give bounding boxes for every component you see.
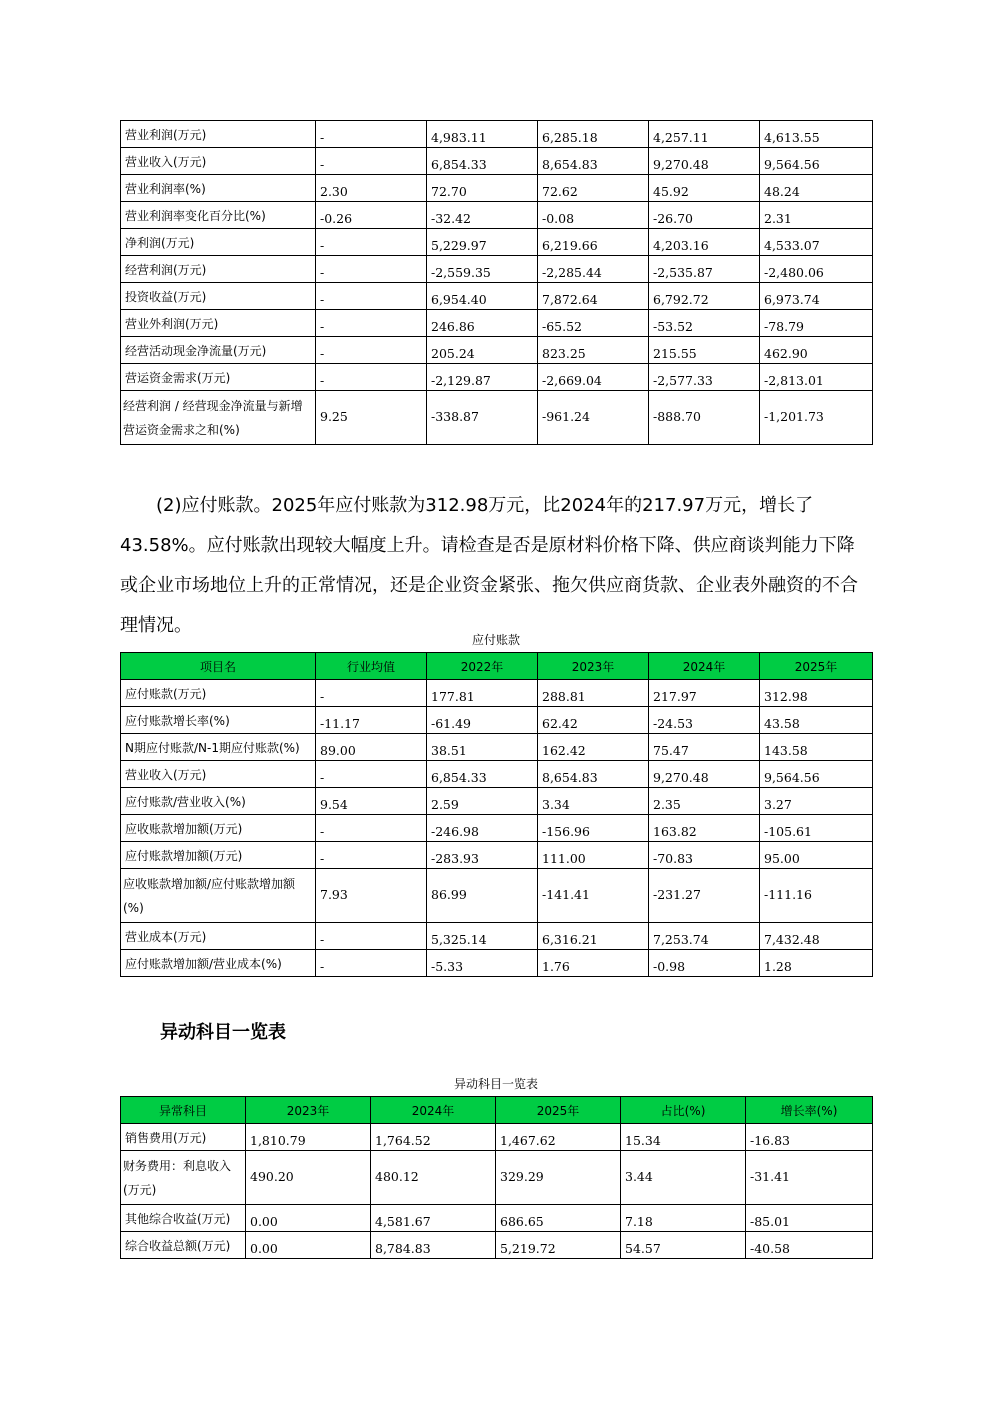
table-row [121, 1232, 873, 1259]
table-cell: - [316, 337, 427, 364]
row-label: 综合收益总额(万元) [121, 1232, 246, 1259]
table-cell: 480.12 [371, 1151, 496, 1205]
table-cell: 7,253.74 [649, 923, 760, 950]
row-label: 其他综合收益(万元) [121, 1205, 246, 1232]
table-cell: 4,203.16 [649, 229, 760, 256]
table-cell: -32.42 [427, 202, 538, 229]
table-row [121, 391, 873, 445]
table-cell: 8,784.83 [371, 1232, 496, 1259]
table-cell: 2.31 [760, 202, 873, 229]
table-cell: - [316, 121, 427, 148]
accounts-payable-table-header [121, 653, 873, 680]
table-cell: 7.18 [621, 1205, 746, 1232]
table-cell: 43.58 [760, 707, 873, 734]
table-cell: 9.25 [316, 391, 427, 445]
table-row [121, 869, 873, 923]
table-cell: 6,792.72 [649, 283, 760, 310]
table-cell: 7,872.64 [538, 283, 649, 310]
table-cell: 111.00 [538, 842, 649, 869]
table-cell: 72.62 [538, 175, 649, 202]
table-cell: 490.20 [246, 1151, 371, 1205]
row-label: 经营利润 / 经营现金净流量与新增营运资金需求之和(%) [121, 391, 316, 445]
table-cell: 162.42 [538, 734, 649, 761]
table-cell: 8,654.83 [538, 761, 649, 788]
table-row [121, 680, 873, 707]
table-cell: -2,129.87 [427, 364, 538, 391]
row-label: N期应付账款/N-1期应付账款(%) [121, 734, 316, 761]
table-cell: -78.79 [760, 310, 873, 337]
accounts-payable-table-caption: 应付账款 [471, 633, 520, 647]
column-header: 增长率(%) [746, 1097, 873, 1124]
column-header: 项目名 [121, 653, 316, 680]
table-row [121, 923, 873, 950]
column-header: 2025年 [496, 1097, 621, 1124]
table-cell: - [316, 364, 427, 391]
table-cell: 9,564.56 [760, 148, 873, 175]
table-cell: 5,325.14 [427, 923, 538, 950]
table-cell: 329.29 [496, 1151, 621, 1205]
table-cell: 823.25 [538, 337, 649, 364]
anomaly-table-body [121, 1124, 873, 1259]
table-cell: 2.30 [316, 175, 427, 202]
table-cell: - [316, 761, 427, 788]
table-cell: -156.96 [538, 815, 649, 842]
row-label: 应付账款增长率(%) [121, 707, 316, 734]
table-cell: 6,219.66 [538, 229, 649, 256]
table-cell: 1,810.79 [246, 1124, 371, 1151]
table-row [121, 229, 873, 256]
table-cell: - [316, 815, 427, 842]
row-label: 营业成本(万元) [121, 923, 316, 950]
table-cell: -141.41 [538, 869, 649, 923]
anomaly-table-header [121, 1097, 873, 1124]
table-cell: 1,764.52 [371, 1124, 496, 1151]
table-cell: 1.76 [538, 950, 649, 977]
table-row [121, 1124, 873, 1151]
table-cell: -53.52 [649, 310, 760, 337]
table-row [121, 337, 873, 364]
table-cell: - [316, 283, 427, 310]
table-cell: 215.55 [649, 337, 760, 364]
table-cell: -1,201.73 [760, 391, 873, 445]
table-row [121, 950, 873, 977]
row-label: 营业外利润(万元) [121, 310, 316, 337]
table-row [121, 1151, 873, 1205]
table-cell: 7,432.48 [760, 923, 873, 950]
table-cell: -246.98 [427, 815, 538, 842]
table-cell: - [316, 923, 427, 950]
table-cell: 4,533.07 [760, 229, 873, 256]
row-label: 净利润(万元) [121, 229, 316, 256]
column-header: 行业均值 [316, 653, 427, 680]
row-label: 营业利润(万元) [121, 121, 316, 148]
column-header: 占比(%) [621, 1097, 746, 1124]
table-cell: -31.41 [746, 1151, 873, 1205]
table-cell: 15.34 [621, 1124, 746, 1151]
table-cell: -65.52 [538, 310, 649, 337]
table-cell: -5.33 [427, 950, 538, 977]
row-label: 营业利润率变化百分比(%) [121, 202, 316, 229]
table-cell: 5,229.97 [427, 229, 538, 256]
table-cell: 177.81 [427, 680, 538, 707]
table-cell: 217.97 [649, 680, 760, 707]
table-cell: -961.24 [538, 391, 649, 445]
table-cell: 3.44 [621, 1151, 746, 1205]
table-cell: 9,564.56 [760, 761, 873, 788]
row-label: 应付账款(万元) [121, 680, 316, 707]
table-cell: - [316, 310, 427, 337]
table-cell: 3.27 [760, 788, 873, 815]
accounts-payable-paragraph: (2)应付账款。2025年应付账款为312.98万元，比2024年的217.97万元，增长了43.58%。应付账款出现较大幅度上升。请检查是否是原材料价格下降、供应商谈判能力下降或企业市场地位上升的正常情况，还是企业资金紧张、拖欠供应商货款、企业表外融资的不合理情况。 [120, 495, 858, 636]
table-cell: -105.61 [760, 815, 873, 842]
row-label: 应收账款增加额/应付账款增加额(%) [121, 869, 316, 923]
column-header: 2025年 [760, 653, 873, 680]
table-cell: -85.01 [746, 1205, 873, 1232]
table-row [121, 310, 873, 337]
table-row [121, 121, 873, 148]
anomaly-table-caption: 异动科目一览表 [453, 1077, 538, 1091]
column-header: 2024年 [371, 1097, 496, 1124]
row-label: 营业收入(万元) [121, 761, 316, 788]
table-cell: 0.00 [246, 1205, 371, 1232]
row-label: 应付账款增加额(万元) [121, 842, 316, 869]
row-label: 营业利润率(%) [121, 175, 316, 202]
table-cell: -2,535.87 [649, 256, 760, 283]
table-row [121, 734, 873, 761]
table-cell: -2,559.35 [427, 256, 538, 283]
table-cell: 6,854.33 [427, 148, 538, 175]
table-row [121, 175, 873, 202]
table-cell: -283.93 [427, 842, 538, 869]
table-cell: -2,480.06 [760, 256, 873, 283]
table-cell: 48.24 [760, 175, 873, 202]
table-cell: 143.58 [760, 734, 873, 761]
table-cell: -231.27 [649, 869, 760, 923]
column-header: 2023年 [538, 653, 649, 680]
table-cell: 9,270.48 [649, 761, 760, 788]
table-cell: 9.54 [316, 788, 427, 815]
table-cell: 4,613.55 [760, 121, 873, 148]
row-label: 应付账款/营业收入(%) [121, 788, 316, 815]
table-row [121, 148, 873, 175]
table-cell: -61.49 [427, 707, 538, 734]
table-cell: - [316, 680, 427, 707]
table-cell: 4,983.11 [427, 121, 538, 148]
table-cell: 4,581.67 [371, 1205, 496, 1232]
table-cell: 3.34 [538, 788, 649, 815]
table-cell: -2,813.01 [760, 364, 873, 391]
table-cell: 89.00 [316, 734, 427, 761]
row-label: 投资收益(万元) [121, 283, 316, 310]
table-row [121, 202, 873, 229]
table-cell: 45.92 [649, 175, 760, 202]
table-row [121, 256, 873, 283]
table-cell: -0.08 [538, 202, 649, 229]
table-cell: 86.99 [427, 869, 538, 923]
table-cell: 163.82 [649, 815, 760, 842]
table-cell: -2,669.04 [538, 364, 649, 391]
table-cell: 686.65 [496, 1205, 621, 1232]
table-cell: 5,219.72 [496, 1232, 621, 1259]
table-cell: 1.28 [760, 950, 873, 977]
table-cell: - [316, 148, 427, 175]
row-label: 销售费用(万元) [121, 1124, 246, 1151]
table-cell: 54.57 [621, 1232, 746, 1259]
table-cell: 75.47 [649, 734, 760, 761]
accounts-payable-table-body [121, 680, 873, 977]
table-cell: -11.17 [316, 707, 427, 734]
column-header: 2023年 [246, 1097, 371, 1124]
row-label: 应付账款增加额/营业成本(%) [121, 950, 316, 977]
table-row [121, 842, 873, 869]
column-header: 2024年 [649, 653, 760, 680]
table-row [121, 1205, 873, 1232]
row-label: 应收账款增加额(万元) [121, 815, 316, 842]
table-cell: 312.98 [760, 680, 873, 707]
table-cell: 205.24 [427, 337, 538, 364]
table-row [121, 788, 873, 815]
table-cell: 6,954.40 [427, 283, 538, 310]
table-cell: 72.70 [427, 175, 538, 202]
table-cell: 6,316.21 [538, 923, 649, 950]
row-label: 经营活动现金净流量(万元) [121, 337, 316, 364]
table-cell: -0.98 [649, 950, 760, 977]
table-cell: 7.93 [316, 869, 427, 923]
table-row [121, 283, 873, 310]
table-cell: - [316, 950, 427, 977]
table-cell: -70.83 [649, 842, 760, 869]
table-cell: -24.53 [649, 707, 760, 734]
table-cell: 462.90 [760, 337, 873, 364]
row-label: 营运资金需求(万元) [121, 364, 316, 391]
row-label: 营业收入(万元) [121, 148, 316, 175]
accounts-payable-table [120, 652, 873, 977]
table-cell: - [316, 842, 427, 869]
table-cell: -111.16 [760, 869, 873, 923]
table-cell: 246.86 [427, 310, 538, 337]
table-cell: 4,257.11 [649, 121, 760, 148]
table-cell: 38.51 [427, 734, 538, 761]
table-cell: -26.70 [649, 202, 760, 229]
table-row [121, 707, 873, 734]
table-cell: 1,467.62 [496, 1124, 621, 1151]
anomaly-table [120, 1096, 873, 1259]
section-heading: 异动科目一览表 [160, 1022, 286, 1043]
table-cell: -16.83 [746, 1124, 873, 1151]
table-cell: 6,854.33 [427, 761, 538, 788]
table-cell: -338.87 [427, 391, 538, 445]
table-cell: -888.70 [649, 391, 760, 445]
table-row [121, 761, 873, 788]
table-row [121, 364, 873, 391]
column-header: 2022年 [427, 653, 538, 680]
table-cell: -40.58 [746, 1232, 873, 1259]
table-cell: -2,285.44 [538, 256, 649, 283]
financial-metrics-table [120, 120, 873, 445]
table-cell: - [316, 229, 427, 256]
table-cell: 95.00 [760, 842, 873, 869]
table-cell: 62.42 [538, 707, 649, 734]
table-cell: 8,654.83 [538, 148, 649, 175]
table-cell: 6,973.74 [760, 283, 873, 310]
table-cell: -2,577.33 [649, 364, 760, 391]
row-label: 经营利润(万元) [121, 256, 316, 283]
financial-metrics-table-body [121, 121, 873, 445]
table-cell: - [316, 256, 427, 283]
table-row [121, 815, 873, 842]
table-cell: 2.59 [427, 788, 538, 815]
table-cell: 0.00 [246, 1232, 371, 1259]
column-header: 异常科目 [121, 1097, 246, 1124]
table-cell: -0.26 [316, 202, 427, 229]
table-cell: 9,270.48 [649, 148, 760, 175]
table-cell: 6,285.18 [538, 121, 649, 148]
table-cell: 288.81 [538, 680, 649, 707]
table-cell: 2.35 [649, 788, 760, 815]
row-label: 财务费用：利息收入(万元) [121, 1151, 246, 1205]
